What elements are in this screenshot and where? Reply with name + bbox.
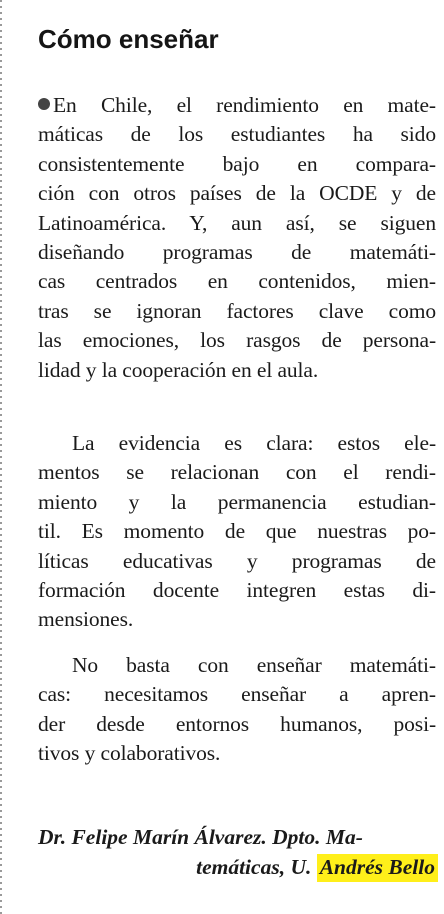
paragraph-line: No basta con enseñar matemáti- <box>72 653 436 677</box>
paragraph-line: miento y la permanencia estudian- <box>38 489 436 514</box>
paragraph-line: consistentemente bajo en compara- <box>38 151 436 176</box>
paragraph-3 <box>38 651 436 769</box>
paragraph-line <box>38 91 436 120</box>
signature-line-2 <box>38 852 438 882</box>
author-signature <box>38 822 438 882</box>
paragraph-line: las emociones, los rasgos de persona- <box>38 328 436 353</box>
paragraph-line: formación docente integren estas di- <box>38 577 436 602</box>
paragraph-line: líticas educativas y programas de <box>38 548 436 573</box>
paragraph-1 <box>38 91 436 385</box>
bullet-icon <box>38 98 50 110</box>
article-headline: Cómo enseñar <box>38 24 219 54</box>
paragraph-line: máticas de los estudiantes ha sido <box>38 122 436 147</box>
paragraph-line: cas: necesitamos enseñar a apren- <box>38 682 436 707</box>
paragraph-line: der desde entornos humanos, posi- <box>38 711 436 736</box>
paragraph-line: diseñando programas de matemáti- <box>38 239 436 264</box>
paragraph-line: cas centrados en contenidos, mien- <box>38 269 436 294</box>
paragraph-line: lidad y la cooperación en el aula. <box>38 357 319 382</box>
paragraph-line: mensiones. <box>38 607 134 632</box>
paragraph-2 <box>38 429 436 635</box>
paragraph-line: til. Es momento de que nuestras po- <box>38 519 436 544</box>
signature-affiliation: temáticas, U. <box>196 855 317 879</box>
paragraph-line-text: En Chile, el rendimiento en mate- <box>53 93 436 117</box>
paragraph-line: mentos se relacionan con el rendi- <box>38 460 436 485</box>
paragraph-line: tras se ignoran factores clave como <box>38 298 436 323</box>
highlighted-university-name: Andrés Bello <box>317 854 438 882</box>
paragraph-line: Latinoamérica. Y, aun así, se siguen <box>38 210 436 235</box>
paragraph-line: ción con otros países de la OCDE y de <box>38 181 436 206</box>
paragraph-line: La evidencia es clara: estos ele- <box>72 431 436 455</box>
signature-line-1: Dr. Felipe Marín Álvarez. Dpto. Ma- <box>38 825 363 849</box>
column-divider-rule <box>0 0 2 914</box>
paragraph-line: tivos y colaborativos. <box>38 741 221 766</box>
